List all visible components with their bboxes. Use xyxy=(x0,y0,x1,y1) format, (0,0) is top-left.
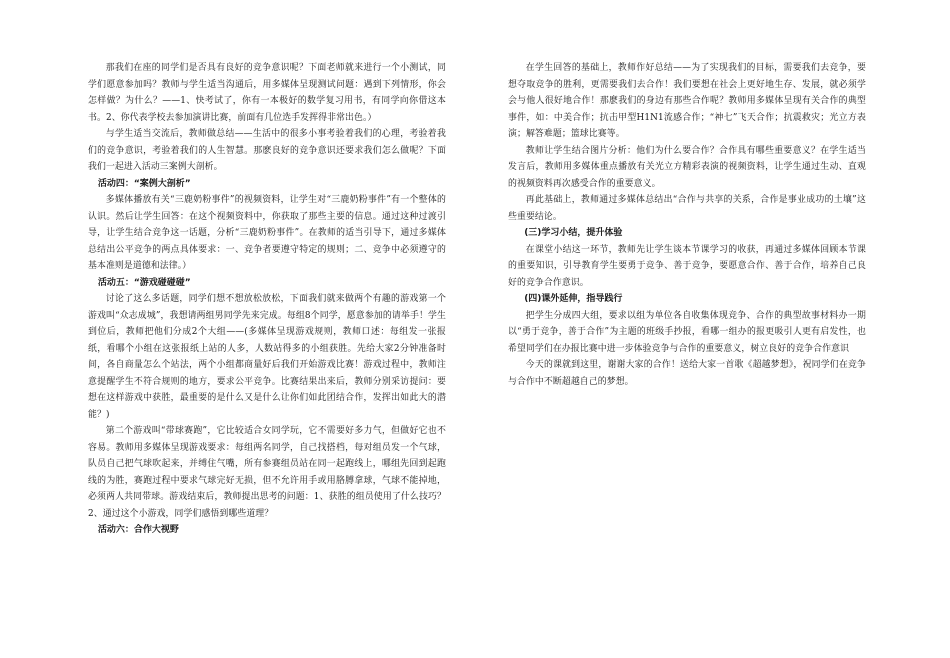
left-column xyxy=(88,60,446,539)
section-heading: (三)学习小结，提升体验 xyxy=(524,228,623,238)
paragraph: 那我们在座的同学们是否具有良好的竞争意识呢？下面老师就来进行一个小测试，同学们愿意参加吗？教师与学生适当沟通后，用多媒体呈现测试问题：遇到下列情形，你会怎样做？为什么？——1、快考试了，你有一本极好的数学复习用书，有同学向你借这本书。2、你代表学校去参加演讲比赛，前面有几位选手发挥得非常出色。） xyxy=(88,63,446,123)
section-heading: (四)课外延伸，指导践行 xyxy=(524,294,623,304)
paragraph: 多媒体播放有关“三鹿奶粉事件”的视频资料，让学生对“三鹿奶粉事件”有一个整体的认识。然后让学生回答：在这个视频资料中，你获取了那些主要的信息。通过这种过渡引导，让学生结合竞争这一话题，分析“三鹿奶粉事件”。在教师的适当引导下，通过多媒体总结出公平竞争的两点具体要求：一、竞争者要遵守特定的规则；二、竞争中必须遵守的基本准则是道德和法律。） xyxy=(88,195,446,271)
paragraph: 讨论了这么多话题，同学们想不想放松放松，下面我们就来做两个有趣的游戏第一个游戏叫“众志成城”，我想请两组男同学先来完成。每组8个同学，愿意参加的请举手！学生到位后，教师把他们分成2个大组——(多媒体呈现游戏规则，教师口述：每组发一张报纸，看哪个小组在这张报纸上站的人多，人数站得多的小组获胜。先给大家2分钟准备时间，各自商量怎么个站法，两个小组都商量好后我们开始游戏比赛！游戏过程中，教师注意提醒学生不符合规则的地方，要求公平竞争。比赛结果出来后，教师分别采访提问：要想在这样游戏中获胜，最重要的是什么又是什么让你们如此团结合作，发挥出如此大的潜能？) xyxy=(88,294,446,420)
paragraph: 今天的课就到这里，谢谢大家的合作！送给大家一首歌《超越梦想》，祝同学们在竞争与合作中不断超越自己的梦想。 xyxy=(508,360,866,387)
paragraph: 再此基础上，教师通过多媒体总结出“合作与共享的关系，合作是事业成功的土壤”这些重要结论。 xyxy=(508,195,866,222)
section-heading: 活动六：合作大视野 xyxy=(97,525,179,535)
right-column xyxy=(508,60,866,390)
paragraph: 教师让学生结合图片分析：他们为什么要合作？合作具有哪些重要意义？在学生适当发言后，教师用多媒体重点播放有关光立方精彩表演的视频资料，让学生通过生动、直观的视频资料再次感受合作的重要意义。 xyxy=(508,145,866,189)
paragraph: 第二个游戏叫“带球赛跑”，它比较适合女同学玩，它不需要好多力气，但做好它也不容易。教师用多媒体呈现游戏要求：每组两名同学，自己找搭档，每对组员发一个气球，队员自己把气球吹起来，并缚住气嘴，所有参赛组员站在同一起跑线上，哪组先回到起跑线的为胜，赛跑过程中要求气球完好无损，但不允许用手或用胳膊拿球，气球不能掉地，必须两人共同带球。游戏结束后，教师提出思考的问题：1、获胜的组员使用了什么技巧？2、通过这个小游戏，同学们感悟到哪些道理？ xyxy=(88,426,446,519)
paragraph: 在课堂小结这一环节，教师先让学生谈本节课学习的收获，再通过多媒体回顾本节课的重要知识，引导教育学生要勇于竞争、善于竞争，要愿意合作、善于合作，培养自己良好的竞争合作意识。 xyxy=(508,244,866,288)
section-heading: 活动五：“游戏碰碰碰” xyxy=(97,277,191,288)
paragraph: 把学生分成四大组，要求以组为单位各自收集体现竞争、合作的典型故事材料办一期以“勇于竞争，善于合作”为主题的班级手抄报，看哪一组办的报更吸引人更有启发性，也希望同学们在办报比赛中进一步体验竞争与合作的重要意义，树立良好的竞争合作意识 xyxy=(508,310,866,354)
section-heading: 活动四：“案例大剖析” xyxy=(97,178,191,189)
paragraph: 在学生回答的基础上，教师作好总结——为了实现我们的目标，需要我们去竞争，要想夺取竞争的胜利，更需要我们去合作！我们要想在社会上更好地生存、发展，就必须学会与他人很好地合作！那麽我们的身边有那些合作呢？教师用多媒体呈现有关合作的典型事件，如：中美合作；抗击甲型H1N1流感合作；“神七”飞天合作；抗震救灾；光立方表演；解答难题；篮球比赛等。 xyxy=(508,63,866,139)
paragraph: 与学生适当交流后，教师做总结——生活中的很多小事考验着我们的心理，考验着我们的竞争意识，考验着我们的人生智慧。那麽良好的竞争意识还要求我们怎么做呢？下面我们一起进入活动三案例大剖析。 xyxy=(88,129,446,172)
